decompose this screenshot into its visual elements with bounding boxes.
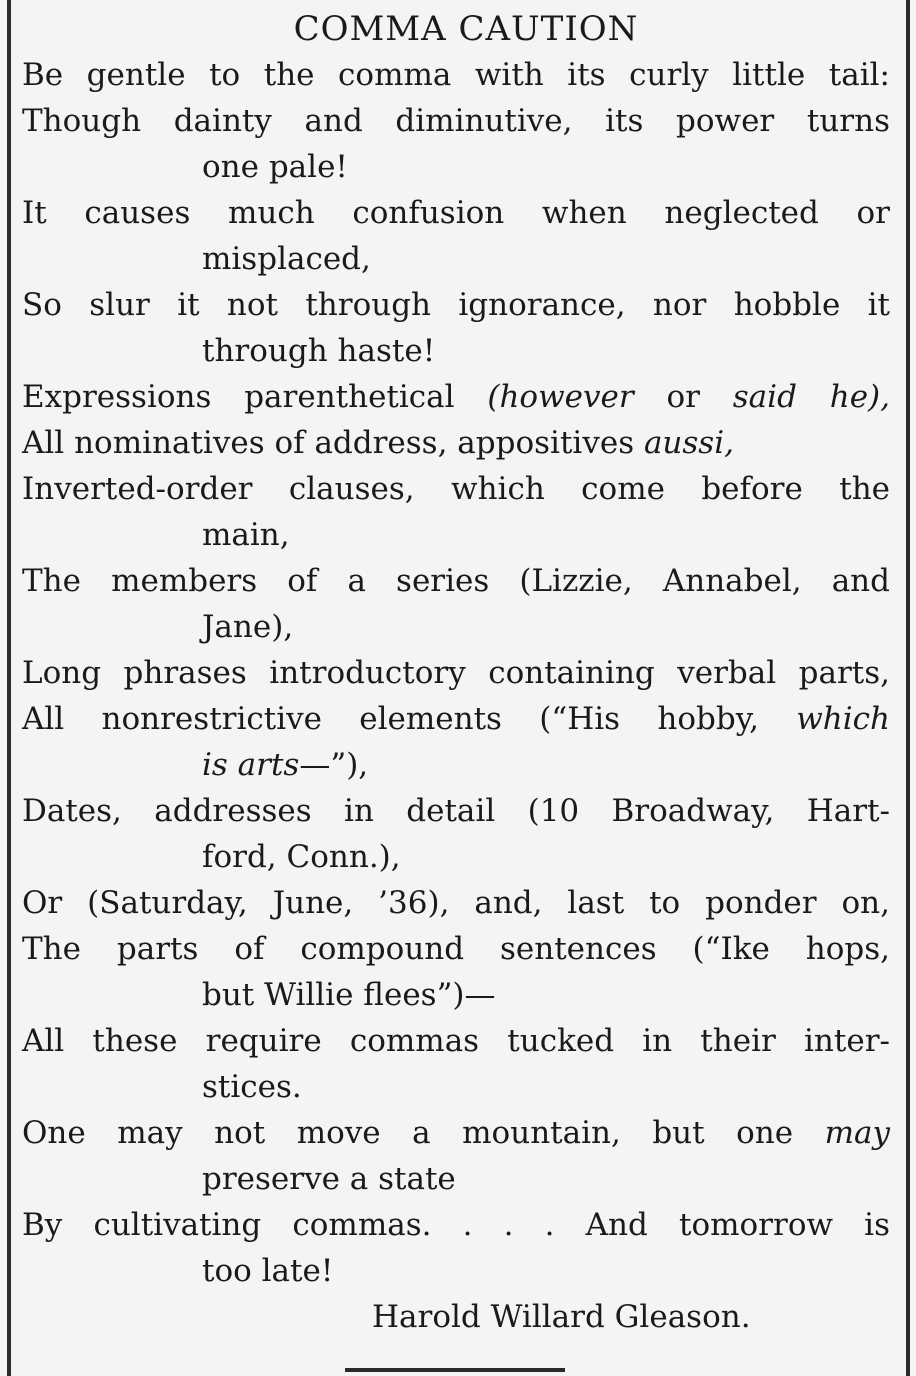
bottom-rule — [345, 1368, 565, 1372]
poem-line: Dates, addresses in detail (10 Broadway, Hart- — [22, 793, 890, 829]
poem-line-continuation: misplaced, — [202, 241, 371, 277]
poem-line-continuation: preserve a state — [202, 1161, 456, 1197]
poem-line: All these require commas tucked in their inter- — [22, 1023, 890, 1059]
poem-line: It causes much confusion when neglected or — [22, 195, 890, 231]
italic-phrase: said he), — [732, 379, 890, 415]
poem-line-continuation: but Willie flees”)— — [202, 977, 496, 1013]
poem — [22, 6, 890, 1340]
poem-title: COMMA CAUTION — [293, 9, 639, 49]
italic-word: which — [796, 701, 890, 737]
poem-line: The members of a series (Lizzie, Annabel, and — [22, 563, 890, 599]
italic-word: may — [824, 1115, 890, 1151]
poem-line: Long phrases introductory containing verbal parts, — [22, 655, 890, 691]
italic-phrase: is arts — [202, 747, 300, 783]
poem-line: By cultivating commas. . . . And tomorrow is — [22, 1207, 890, 1243]
poem-line-continuation: one pale! — [202, 149, 348, 185]
poem-line-continuation: main, — [202, 517, 290, 553]
poem-line: All nominatives of address, appositives aussi, — [22, 425, 734, 461]
poem-line: So slur it not through ignorance, nor hobble it — [22, 287, 890, 323]
poem-line: The parts of compound sentences (“Ike hops, — [22, 931, 890, 967]
poem-line-continuation: through haste! — [202, 333, 436, 369]
poem-line-continuation: Jane), — [202, 609, 294, 645]
poem-line: Expressions parenthetical (however or said he), — [22, 379, 890, 415]
italic-word: aussi, — [643, 425, 734, 461]
left-column-rule — [7, 0, 11, 1376]
author-attribution: Harold Willard Gleason. — [372, 1299, 751, 1335]
right-column-rule — [906, 0, 910, 1376]
poem-line-continuation: too late! — [202, 1253, 334, 1289]
poem-line-continuation: stices. — [202, 1069, 302, 1105]
poem-line: Inverted-order clauses, which come before the — [22, 471, 890, 507]
poem-line: Be gentle to the comma with its curly little tail: — [22, 57, 890, 93]
poem-line: All nonrestrictive elements (“His hobby, which — [22, 701, 890, 737]
poem-line-continuation: is arts—”), — [202, 747, 369, 783]
poem-line: Or (Saturday, June, ’36), and, last to ponder on, — [22, 885, 890, 921]
poem-line-continuation: ford, Conn.), — [202, 839, 401, 875]
poem-line: Though dainty and diminutive, its power turns — [22, 103, 890, 139]
italic-phrase: (however — [487, 379, 634, 415]
poem-line: One may not move a mountain, but one may — [22, 1115, 890, 1151]
